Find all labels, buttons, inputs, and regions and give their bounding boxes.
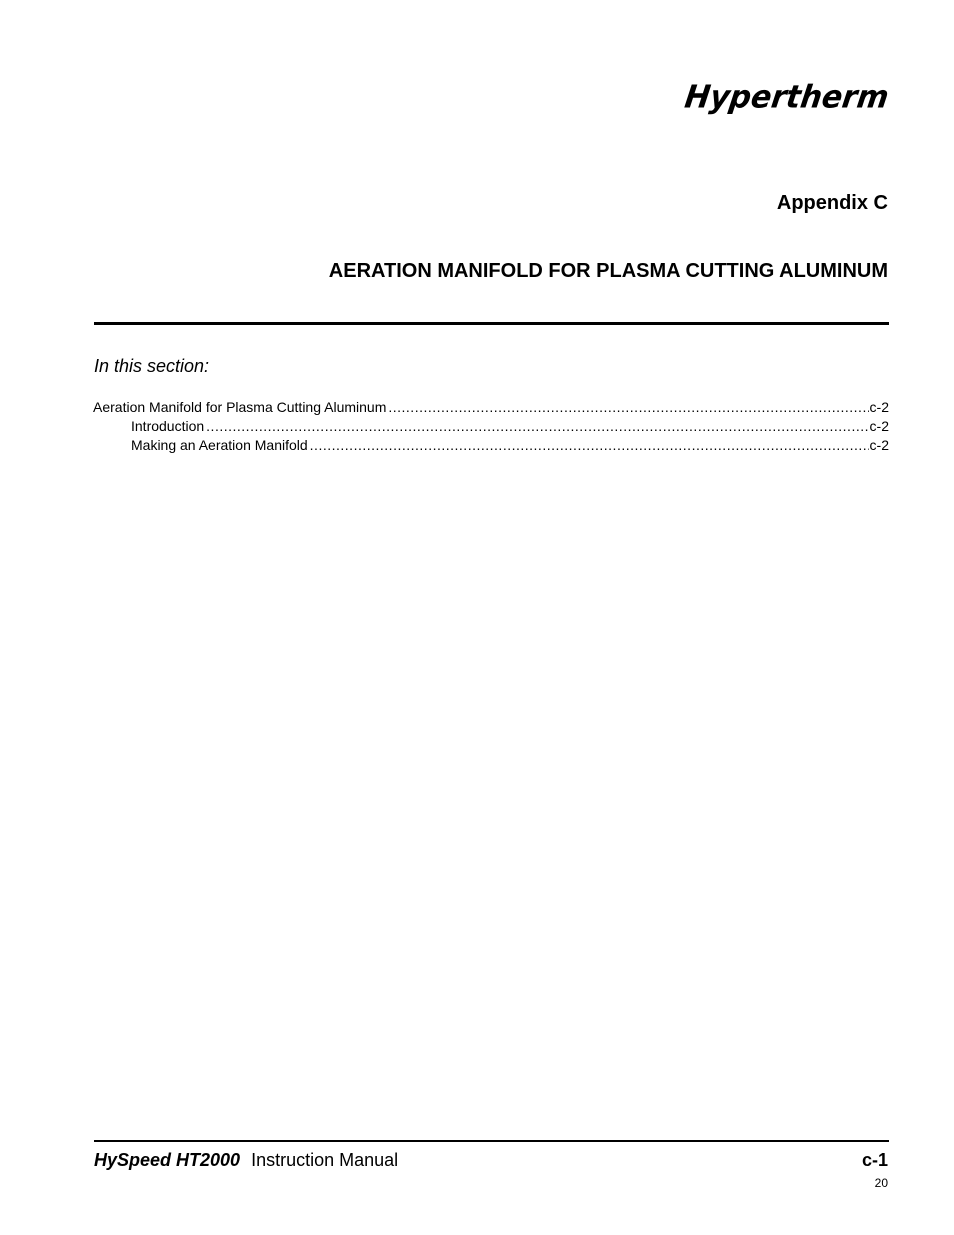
toc-entry-label: Introduction: [131, 418, 205, 434]
toc-entry[interactable]: [93, 418, 889, 437]
bottom-divider: [94, 1140, 889, 1142]
appendix-label: Appendix C: [776, 192, 888, 214]
footer-product-brand: HySpeed HT2000: [94, 1150, 241, 1170]
footer-product-suffix: Instruction Manual: [251, 1150, 399, 1170]
toc-entry-label: Making an Aeration Manifold: [131, 437, 308, 453]
section-intro: In this section:: [94, 356, 210, 376]
toc-leader: [310, 437, 869, 453]
toc-entry[interactable]: [93, 399, 889, 418]
toc-entry-page: c-2: [869, 418, 889, 434]
footer-pdf-page-number: 20: [874, 1176, 888, 1190]
toc-entry-page: c-2: [869, 399, 889, 415]
toc-entry-label: Aeration Manifold for Plasma Cutting Aluminum: [93, 399, 387, 415]
table-of-contents: [93, 399, 889, 456]
footer-page-label: c-1: [861, 1150, 888, 1170]
chapter-title: AERATION MANIFOLD FOR PLASMA CUTTING ALUMINUM: [328, 260, 888, 282]
company-logo: Hypertherm: [682, 79, 891, 116]
footer-product: [94, 1150, 398, 1171]
toc-entry-page: c-2: [869, 437, 889, 453]
toc-leader: [388, 399, 868, 415]
toc-entry[interactable]: [93, 437, 889, 456]
toc-leader: [206, 418, 868, 434]
top-divider: [94, 322, 889, 325]
